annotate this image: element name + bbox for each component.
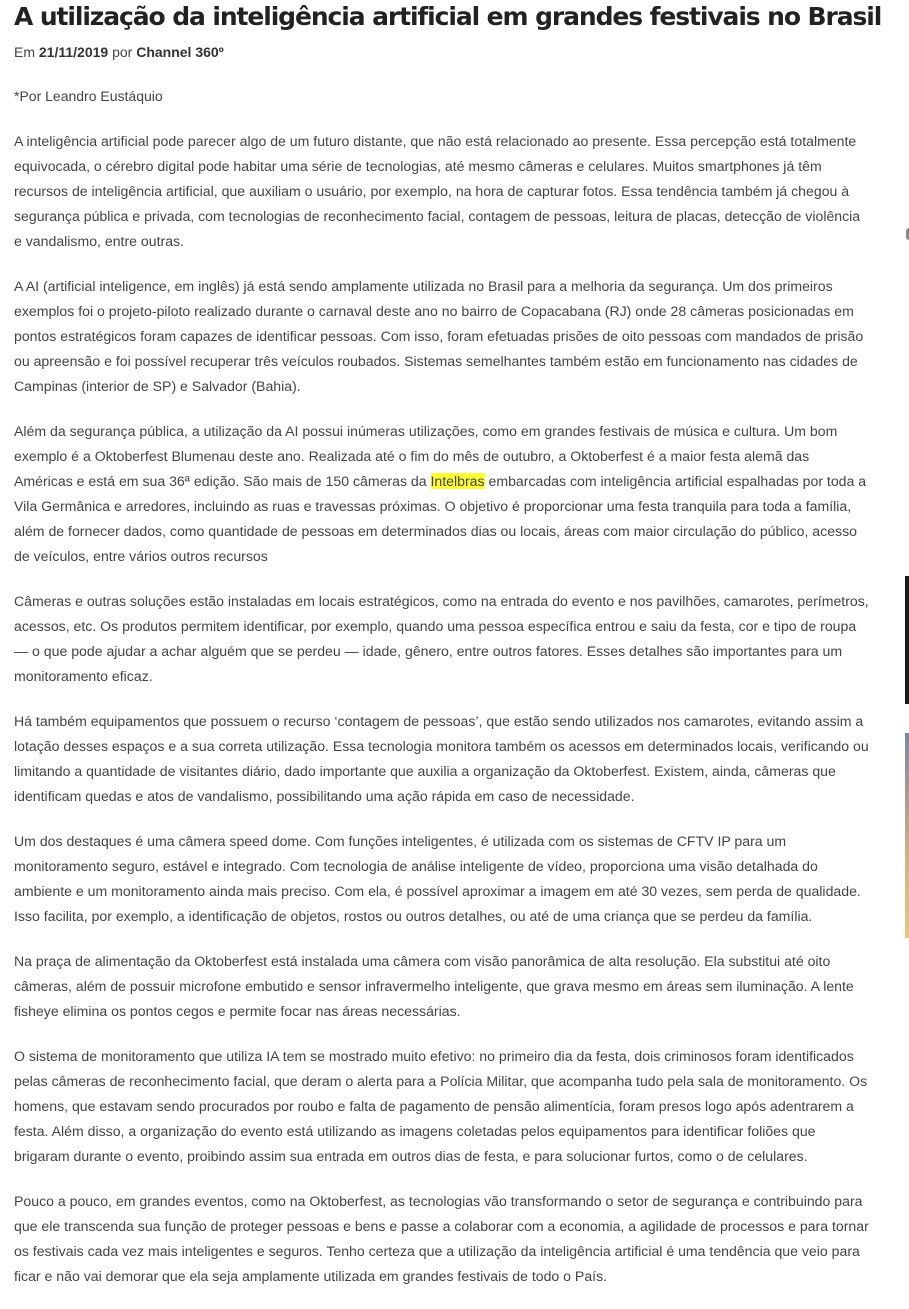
paragraph-3-text-after: embarcadas com inteligência artificial espalhadas por toda a Vila Germânica e arredores, incluindo as ruas e travessas próximas. O objetivo é proporcionar uma festa tranquila para toda a família, além de fornecer dados, como quantidade de pessoas em determinados dias ou locais, áreas com maior circulação do público, acesso de veículos, entre vários outros recursos [14,473,867,564]
paragraph-5: Há também equipamentos que possuem o recurso ‘contagem de pessoas’, que estão sendo utilizados nos camarotes, evitando assim a lotação desses espaços e a sua correta utilização. Essa tecnologia monitora também os acessos em determinados locais, verificando ou limitando a quantidade de visitantes diário, dado importante que auxilia a organização da Oktoberfest. Existem, ainda, câmeras que identificam quedas e atos de vandalismo, possibilitando uma ação rápida em caso de necessidade. [14,713,869,804]
article [14,0,882,1309]
paragraph-3-text-before: Além da segurança pública, a utilização da AI possui inúmeras utilizações, como em grandes festivais de música e cultura. Um bom exemplo é a Oktoberfest Blumenau deste ano. Realizada até o fim do mês de outubro, a Oktoberfest é a maior festa alemã das Américas e está em sua 36ª edição. São mais de 150 câmeras da [14,423,838,489]
paragraph-9: Pouco a pouco, em grandes eventos, como na Oktoberfest, as tecnologias vão transformando o setor de segurança e contribuindo para que ele transcenda sua função de proteger pessoas e bens e passe a colaborar com a economia, a agilidade de processos e para tornar os festivais cada vez mais inteligentes e seguros. Tenho certeza que a utilização da inteligência artificial é uma tendência que veio para ficar e não vai demorar que ela seja amplamente utilizada em grandes festivais de todo o País. [14,1193,869,1284]
paragraph-1: A inteligência artificial pode parecer algo de um futuro distante, que não está relacionado ao presente. Essa percepção está totalmente equivocada, o cérebro digital pode habitar uma série de tecnologias, até mesmo câmeras e celulares. Muitos smartphones já têm recursos de inteligência artificial, que auxiliam o usuário, por exemplo, na hora de capturar fotos. Essa tendência também já chegou à segurança pública e privada, com tecnologias de reconhecimento facial, contagem de pessoas, leitura de placas, detecção de violência e vandalismo, entre outras. [14,133,861,249]
sidebar-ad-thumbnail[interactable] [905,576,909,704]
paragraph-6: Um dos destaques é uma câmera speed dome. Com funções inteligentes, é utilizada com os sistemas de CFTV IP para um monitoramento seguro, estável e integrado. Com tecnologia de análise inteligente de vídeo, proporciona uma visão detalhada do ambiente e um monitoramento ainda mais preciso. Com ela, é possível aproximar a imagem em até 30 vezes, sem perda de qualidade. Isso facilita, por exemplo, a identificação de objetos, rostos ou outros detalhes, ou até de uma criança que se perdeu da família. [14,833,861,924]
paragraph-4: Câmeras e outras soluções estão instaladas em locais estratégicos, como na entrada do evento e nos pavilhões, camarotes, perímetros, acessos, etc. Os produtos permitem identificar, por exemplo, quando uma pessoa específica entrou e saiu da festa, cor e tipo de roupa — o que pode ajudar a achar alguém que se perdeu — idade, gênero, entre outros fatores. Esses detalhes são importantes para um monitoramento eficaz. [14,593,869,684]
article-byline: *Por Leandro Eustáquio [14,88,163,104]
sidebar-photo-thumbnail[interactable] [905,733,909,938]
meta-prefix: Em [14,44,35,60]
paragraph-3 [14,419,870,569]
article-body [14,129,870,1289]
author-name: Channel 360º [136,44,224,60]
meta-by: por [112,44,133,60]
paragraph-8: O sistema de monitoramento que utiliza IA tem se mostrado muito efetivo: no primeiro dia da festa, dois criminosos foram identificados pelas câmeras de reconhecimento facial, que deram o alerta para a Polícia Militar, que acompanha tudo pela sala de monitoramento. Os homens, que estavam sendo procurados por roubo e falta de pagamento de pensão alimentícia, foram presos logo após adentrarem a festa. Além disso, a organização do evento está utilizando as imagens coletadas pelos equipamentos para identificar foliões que brigaram durante o evento, proibindo assim sua entrada em outros dias de festa, e para solucionar furtos, como o de celulares. [14,1048,868,1164]
publish-date: 21/11/2019 [38,44,109,60]
article-meta [14,42,870,62]
paragraph-2: A AI (artificial inteligence, em inglês) já está sendo amplamente utilizada no Brasil para a melhoria da segurança. Um dos primeiros exemplos foi o projeto-piloto realizado durante o carnaval deste ano no bairro de Copacabana (RJ) onde 28 câmeras posicionadas em pontos estratégicos foram capazes de identificar pessoas. Com isso, foram efetuadas prisões de oito pessoas com mandados de prisão ou apreensão e foi possível recuperar três veículos roubados. Sistemas semelhantes também estão em funcionamento nas cidades de Campinas (interior de SP) e Salvador (Bahia). [14,278,864,394]
paragraph-7: Na praça de alimentação da Oktoberfest está instalada uma câmera com visão panorâmica de alta resolução. Ela substitui até oito câmeras, além de possuir microfone embutido e sensor infravermelho inteligente, que grava mesmo em áreas sem iluminação. A lente fisheye elimina os pontos cegos e permite focar nas áreas necessárias. [14,953,854,1019]
article-title: A utilização da inteligência artificial em grandes festivais no Brasil [14,2,882,31]
intelbras-link[interactable]: Intelbras [430,473,485,489]
